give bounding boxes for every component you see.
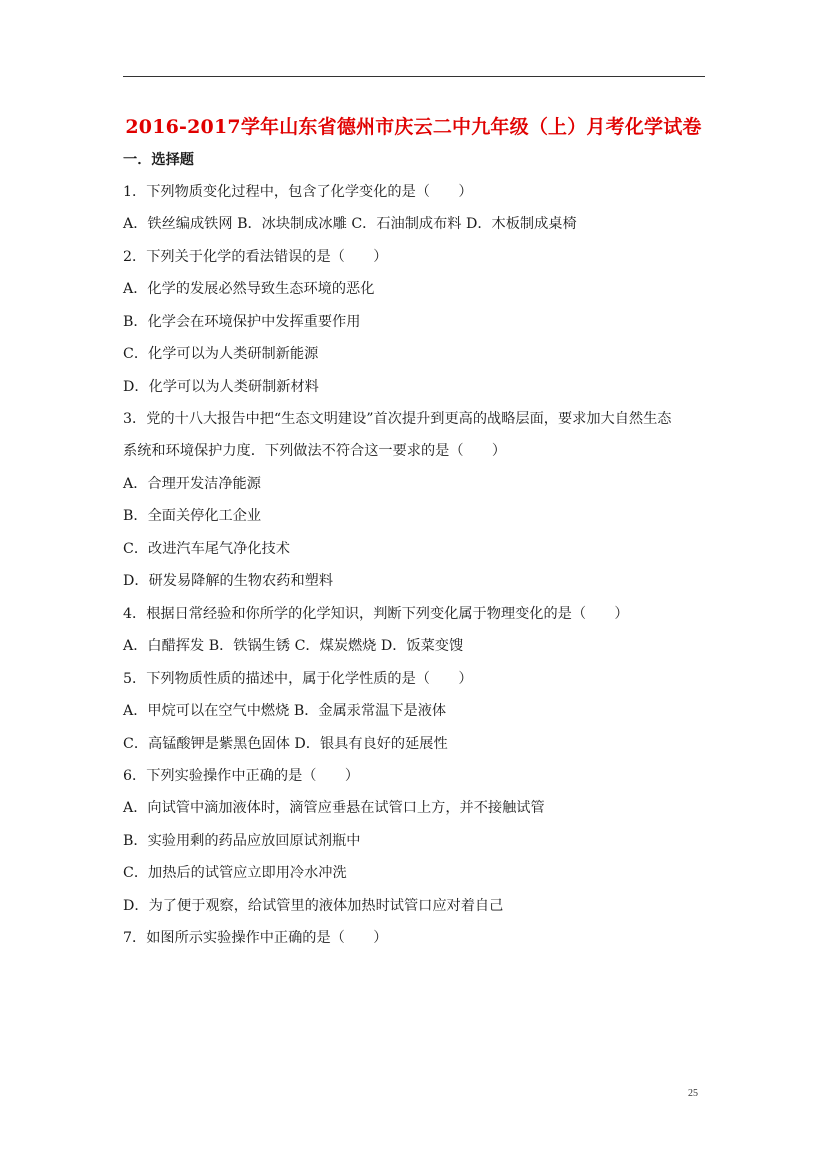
question-6-option-a: A．向试管中滴加液体时，滴管应垂悬在试管口上方，并不接触试管	[123, 800, 545, 816]
question-3-option-d: D．研发易降解的生物农药和塑料	[123, 573, 334, 589]
question-1-options: A．铁丝编成铁网 B．冰块制成冰雕 C．石油制成布料 D．木板制成桌椅	[123, 216, 577, 232]
question-6-option-b: B．实验用剩的药品应放回原试剂瓶中	[123, 833, 361, 849]
question-3-option-c: C．改进汽车尾气净化技术	[123, 541, 290, 557]
question-3-option-a: A．合理开发洁净能源	[123, 476, 261, 492]
question-2-option-d: D．化学可以为人类研制新材料	[123, 379, 319, 395]
page-number: 25	[688, 1088, 698, 1099]
question-4-options: A．白醋挥发 B．铁锅生锈 C．煤炭燃烧 D．饭菜变馊	[123, 638, 464, 654]
question-1: 1．下列物质变化过程中，包含了化学变化的是（ ）	[123, 184, 473, 200]
question-2-option-b: B．化学会在环境保护中发挥重要作用	[123, 314, 361, 330]
question-5: 5．下列物质性质的描述中，属于化学性质的是（ ）	[123, 671, 473, 687]
question-2-option-c: C．化学可以为人类研制新能源	[123, 346, 319, 362]
question-5-options-ab: A．甲烷可以在空气中燃烧 B．金属汞常温下是液体	[123, 703, 447, 719]
question-2: 2．下列关于化学的看法错误的是（ ）	[123, 249, 388, 265]
question-7: 7．如图所示实验操作中正确的是（ ）	[123, 930, 388, 946]
question-4: 4．根据日常经验和你所学的化学知识，判断下列变化属于物理变化的是（ ）	[123, 606, 629, 622]
question-2-option-a: A．化学的发展必然导致生态环境的恶化	[123, 281, 375, 297]
question-3-line-1: 3．党的十八大报告中把“生态文明建设”首次提升到更高的战略层面，要求加大自然生态	[123, 411, 672, 427]
question-6-option-d: D．为了便于观察，给试管里的液体加热时试管口应对着自己	[123, 898, 504, 914]
question-3-line-2: 系统和环境保护力度．下列做法不符合这一要求的是（ ）	[123, 443, 507, 459]
exam-title: 2016-2017学年山东省德州市庆云二中九年级（上）月考化学试卷	[125, 116, 702, 138]
question-6: 6．下列实验操作中正确的是（ ）	[123, 768, 360, 784]
section-heading: 一．选择题	[123, 152, 194, 168]
question-3-option-b: B．全面关停化工企业	[123, 508, 262, 524]
question-5-options-cd: C．高锰酸钾是紫黑色固体 D．银具有良好的延展性	[123, 736, 448, 752]
question-6-option-c: C．加热后的试管应立即用冷水冲洗	[123, 865, 347, 881]
header-rule	[123, 76, 705, 77]
